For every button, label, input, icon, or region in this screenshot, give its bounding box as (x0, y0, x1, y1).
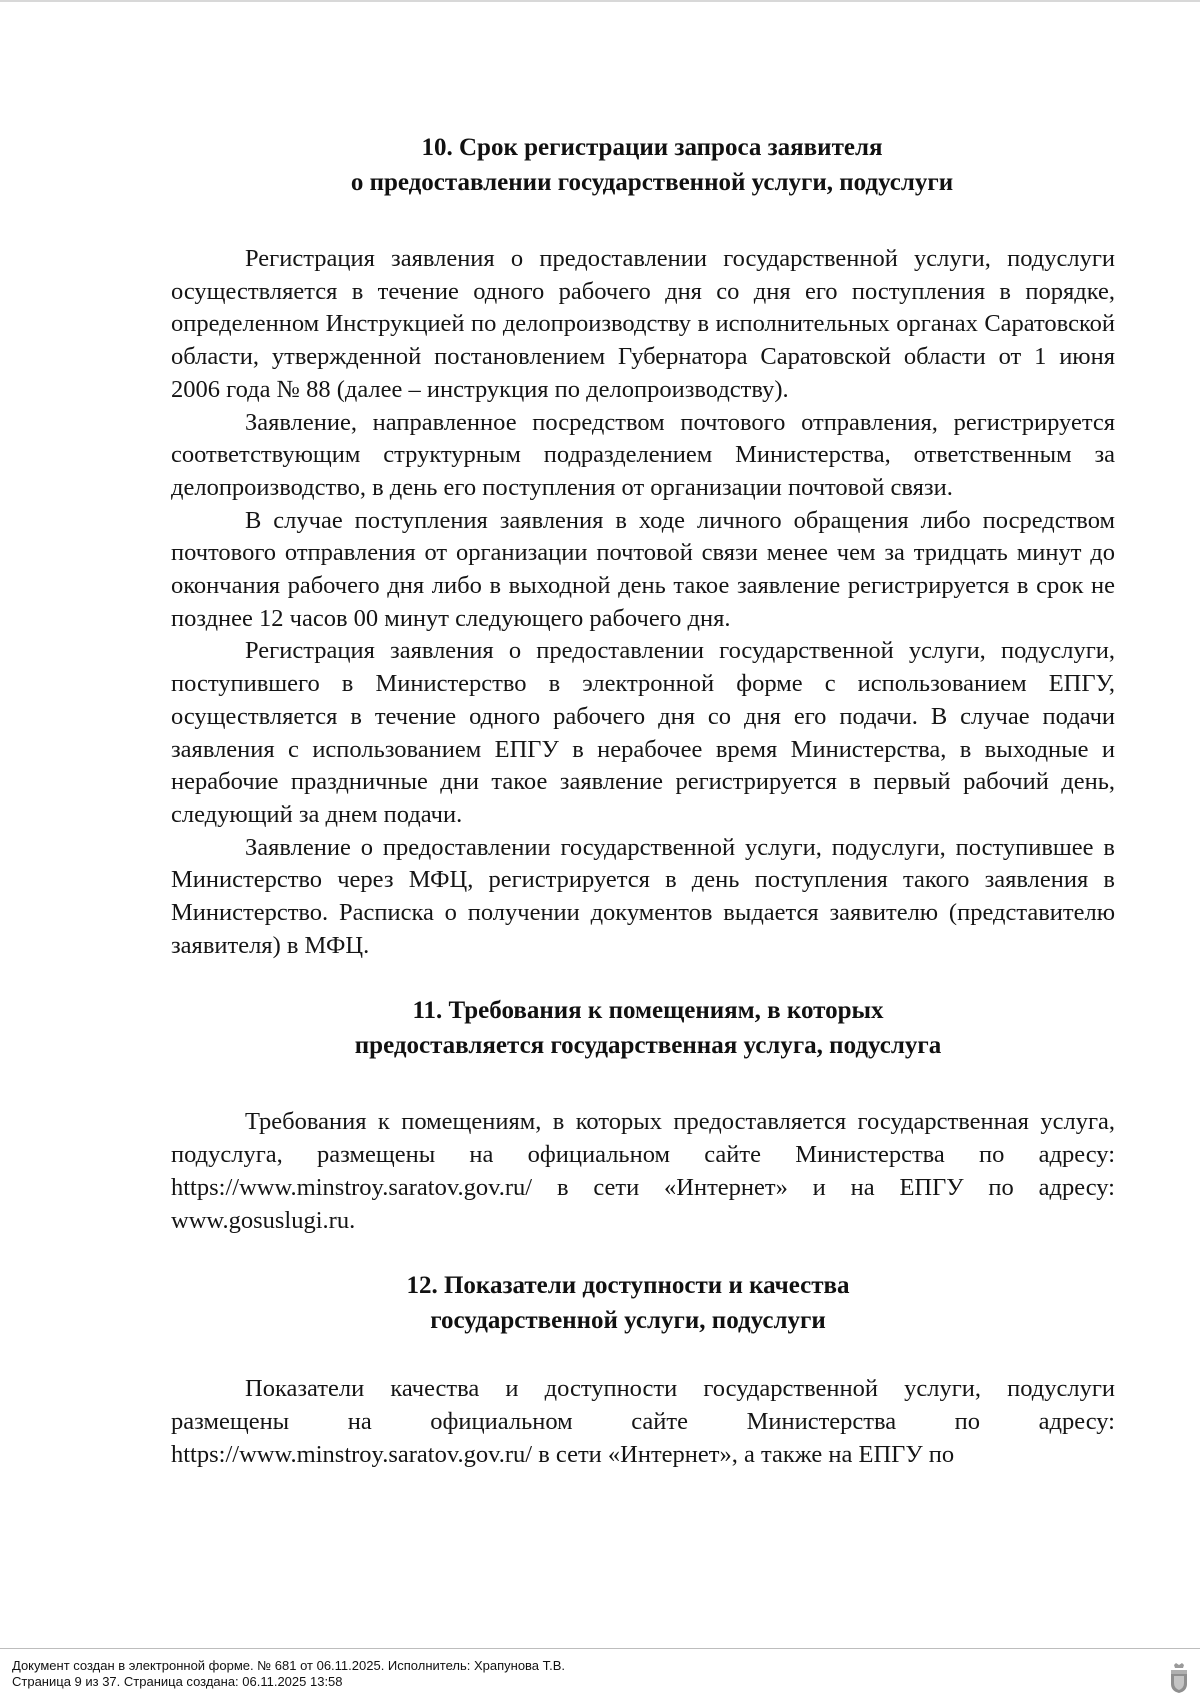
section-10 (171, 130, 1115, 962)
section-10-title-line-1: 10. Срок регистрации запроса заявителя (421, 134, 883, 161)
coat-of-arms-icon (1168, 1662, 1190, 1694)
section-12-title (141, 1268, 1115, 1338)
section-11 (171, 993, 1115, 1237)
section-10-paragraph-5: Заявление о предоставлении государственной услуги, подуслуги, поступившее в Министерство через МФЦ, регистрируется в день поступления такого заявления в Министерство. Расписка о получении документов выдается заявителю (представителю заявителя) в МФЦ. (171, 833, 1115, 959)
section-12 (171, 1268, 1115, 1471)
section-11-paragraph-1: Требования к помещениям, в которых предоставляется государственная услуга, подуслуга, размещены на официальном сайте Министерства по адресу: https://www.minstroy.saratov.gov.ru/ в сети «Интернет» и на ЕПГУ по адресу: www.gosuslugi.ru. (171, 1108, 1115, 1234)
section-11-title-line-2: предоставляется государственная услуга, подуслуга (354, 1032, 942, 1060)
electronic-document-footer (0, 1648, 1200, 1699)
section-10-paragraph-2: Заявление, направленное посредством почтового отправления, регистрируется соответствующим структурным подразделением Министерства, ответственным за делопроизводство, в день его поступления от организации почтовой связи. (171, 408, 1115, 501)
page-top-edge (0, 0, 1200, 2)
section-10-title (189, 130, 1115, 200)
section-11-title (181, 993, 1115, 1063)
footer-line-2: Страница 9 из 37. Страница создана: 06.11.2025 13:58 (12, 1674, 343, 1689)
section-10-title-line-2: о предоставлении государственной услуги, подуслуги (350, 169, 954, 196)
document-body (171, 130, 1115, 1471)
section-12-paragraph-1: Показатели качества и доступности государственной услуги, подуслуги размещены на официальном сайте Министерства по адресу: https://www.minstroy.saratov.gov.ru/ в сети «Интернет», а также на ЕПГУ по (171, 1375, 1115, 1468)
section-11-title-line-1: 11. Требования к помещениям, в которых (412, 997, 884, 1025)
section-10-paragraph-3: В случае поступления заявления в ходе личного обращения либо посредством почтового отправления от организации почтовой связи менее чем за тридцать минут до окончания рабочего дня либо в выходной день такое заявление регистрируется в срок не позднее 12 часов 00 минут следующего рабочего дня. (171, 506, 1115, 632)
section-12-title-line-2: государственной услуги, подуслуги (430, 1307, 826, 1335)
footer-text (12, 1658, 565, 1690)
section-10-paragraph-1: Регистрация заявления о предоставлении государственной услуги, подуслуги осуществляется в течение одного рабочего дня со дня его поступления в порядке, определенном Инструкцией по делопроизводству в исполнительных органах Саратовской области, утвержденной постановлением Губернатора Саратовской области от 1 июня 2006 года № 88 (далее – инструкция по делопроизводству). (171, 245, 1115, 403)
section-12-title-line-1: 12. Показатели доступности и качества (406, 1272, 850, 1300)
section-10-paragraph-4: Регистрация заявления о предоставлении государственной услуги, подуслуги, поступившего в Министерство в электронной форме с использованием ЕПГУ, осуществляется в течение одного рабочего дня со дня его подачи. В случае подачи заявления с использованием ЕПГУ в нерабочее время Министерства, в выходные и нерабочие праздничные дни такое заявление регистрируется в первый рабочий день, следующий за днем подачи. (171, 637, 1115, 828)
footer-line-1: Документ создан в электронной форме. № 681 от 06.11.2025. Исполнитель: Храпунова Т.В. (12, 1658, 566, 1673)
